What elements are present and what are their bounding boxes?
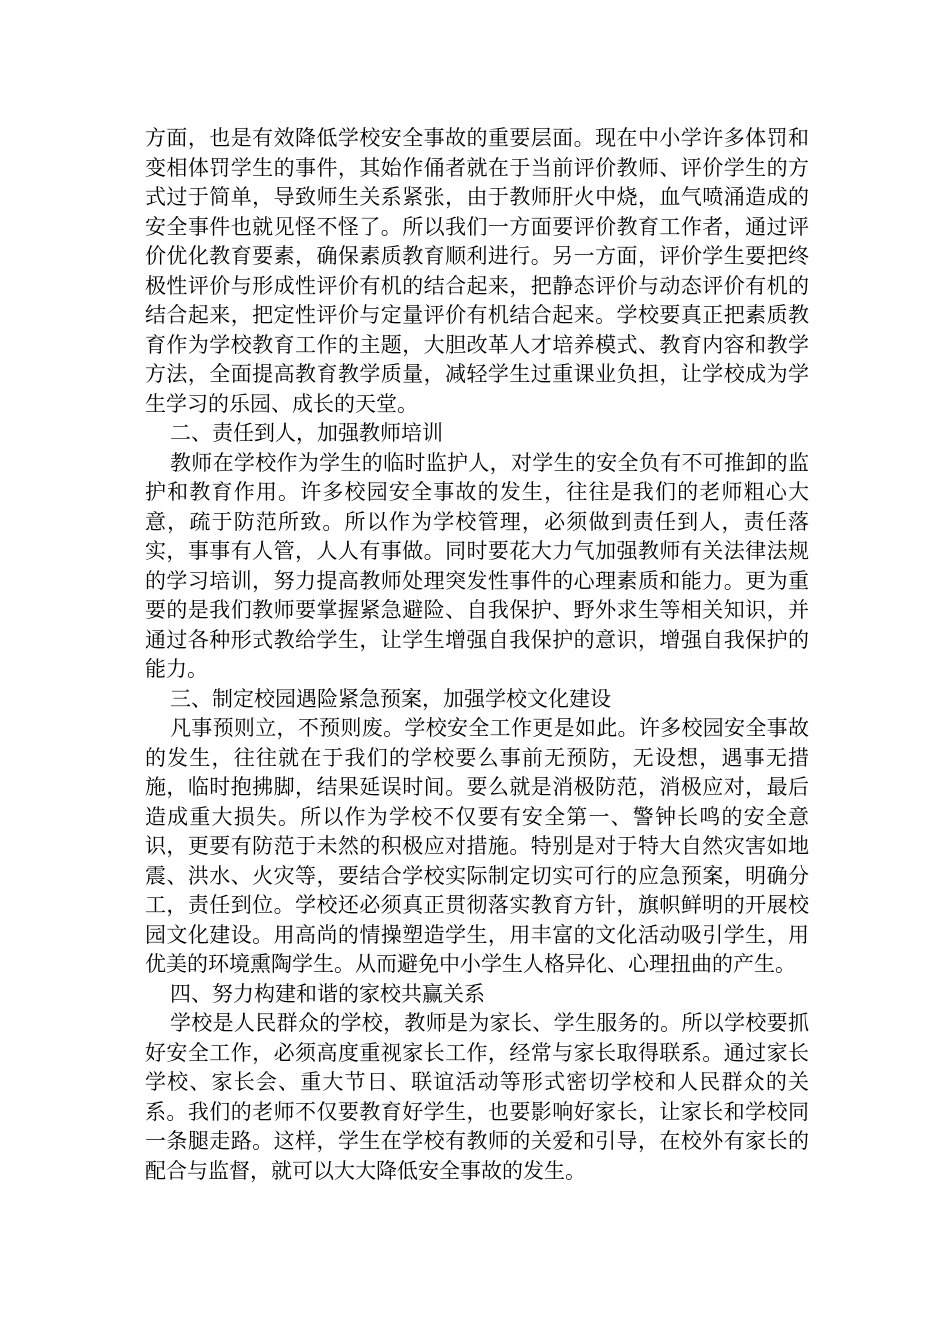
section-heading-4: 四、努力构建和谐的家校共赢关系	[170, 981, 485, 1006]
paragraph-continuation: 方面，也是有效降低学校安全事故的重要层面。现在中小学许多体罚和变相体罚学生的事件，其始作俑者就在于当前评价教师、评价学生的方式过于简单，导致师生关系紧张，由于教师肝火中烧，血气喷涌造成的安全事件也就见怪不怪了。所以我们一方面要评价教育工作者，通过评价优化教育要素，确保素质教育顺利进行。另一方面，评价学生要把终极性评价与形成性评价有机的结合起来，把静态评价与动态评价有机的结合起来，把定性评价与定量评价有机结合起来。学校要真正把素质教育作为学校教育工作的主题，大胆改革人才培养模式、教育内容和教学方法，全面提高教育教学质量，减轻学生过重课业负担，让学校成为学生学习的乐园、成长的天堂。	[145, 126, 809, 416]
section-heading-2: 二、责任到人，加强教师培训	[170, 421, 443, 445]
paragraph-home-school: 学校是人民群众的学校，教师是为家长、学生服务的。所以学校要抓好安全工作，必须高度重视家长工作，经常与家长取得联系。通过家长学校、家长会、重大节日、联谊活动等形式密切学校和人民群众的关系。我们的老师不仅要教育好学生，也要影响好家长，让家长和学校同一条腿走路。这样，学生在学校有教师的关爱和引导，在校外有家长的配合与监督，就可以大大降低安全事故的发生。	[145, 1011, 809, 1183]
document-body	[145, 124, 809, 1186]
paragraph-emergency-plan: 凡事预则立，不预则废。学校安全工作更是如此。许多校园安全事故的发生，往往就在于我们的学校要么事前无预防，无设想，遇事无措施，临时抱拂脚，结果延误时间。要么就是消极防范，消极应对，最后造成重大损失。所以作为学校不仅要有安全第一、警钟长鸣的安全意识，更要有防范于未然的积极应对措施。特别是对于特大自然灾害如地震、洪水、火灾等，要结合学校实际制定切实可行的应急预案，明确分工，责任到位。学校还必须真正贯彻落实教育方针，旗帜鲜明的开展校园文化建设。用高尚的情操塑造学生，用丰富的文化活动吸引学生，用优美的环境熏陶学生。从而避免中小学生人格异化、心理扭曲的产生。	[145, 716, 809, 976]
paragraph-teacher-training: 教师在学校作为学生的临时监护人，对学生的安全负有不可推卸的监护和教育作用。许多校园安全事故的发生，往往是我们的老师粗心大意，疏于防范所致。所以作为学校管理，必须做到责任到人，责任落实，事事有人管，人人有事做。同时要花大力气加强教师有关法律法规的学习培训，努力提高教师处理突发性事件的心理素质和能力。更为重要的是我们教师要掌握紧急避险、自我保护、野外求生等相关知识，并通过各种形式教给学生，让学生增强自我保护的意识，增强自我保护的能力。	[145, 450, 809, 681]
section-heading-3: 三、制定校园遇险紧急预案，加强学校文化建设	[170, 686, 611, 711]
